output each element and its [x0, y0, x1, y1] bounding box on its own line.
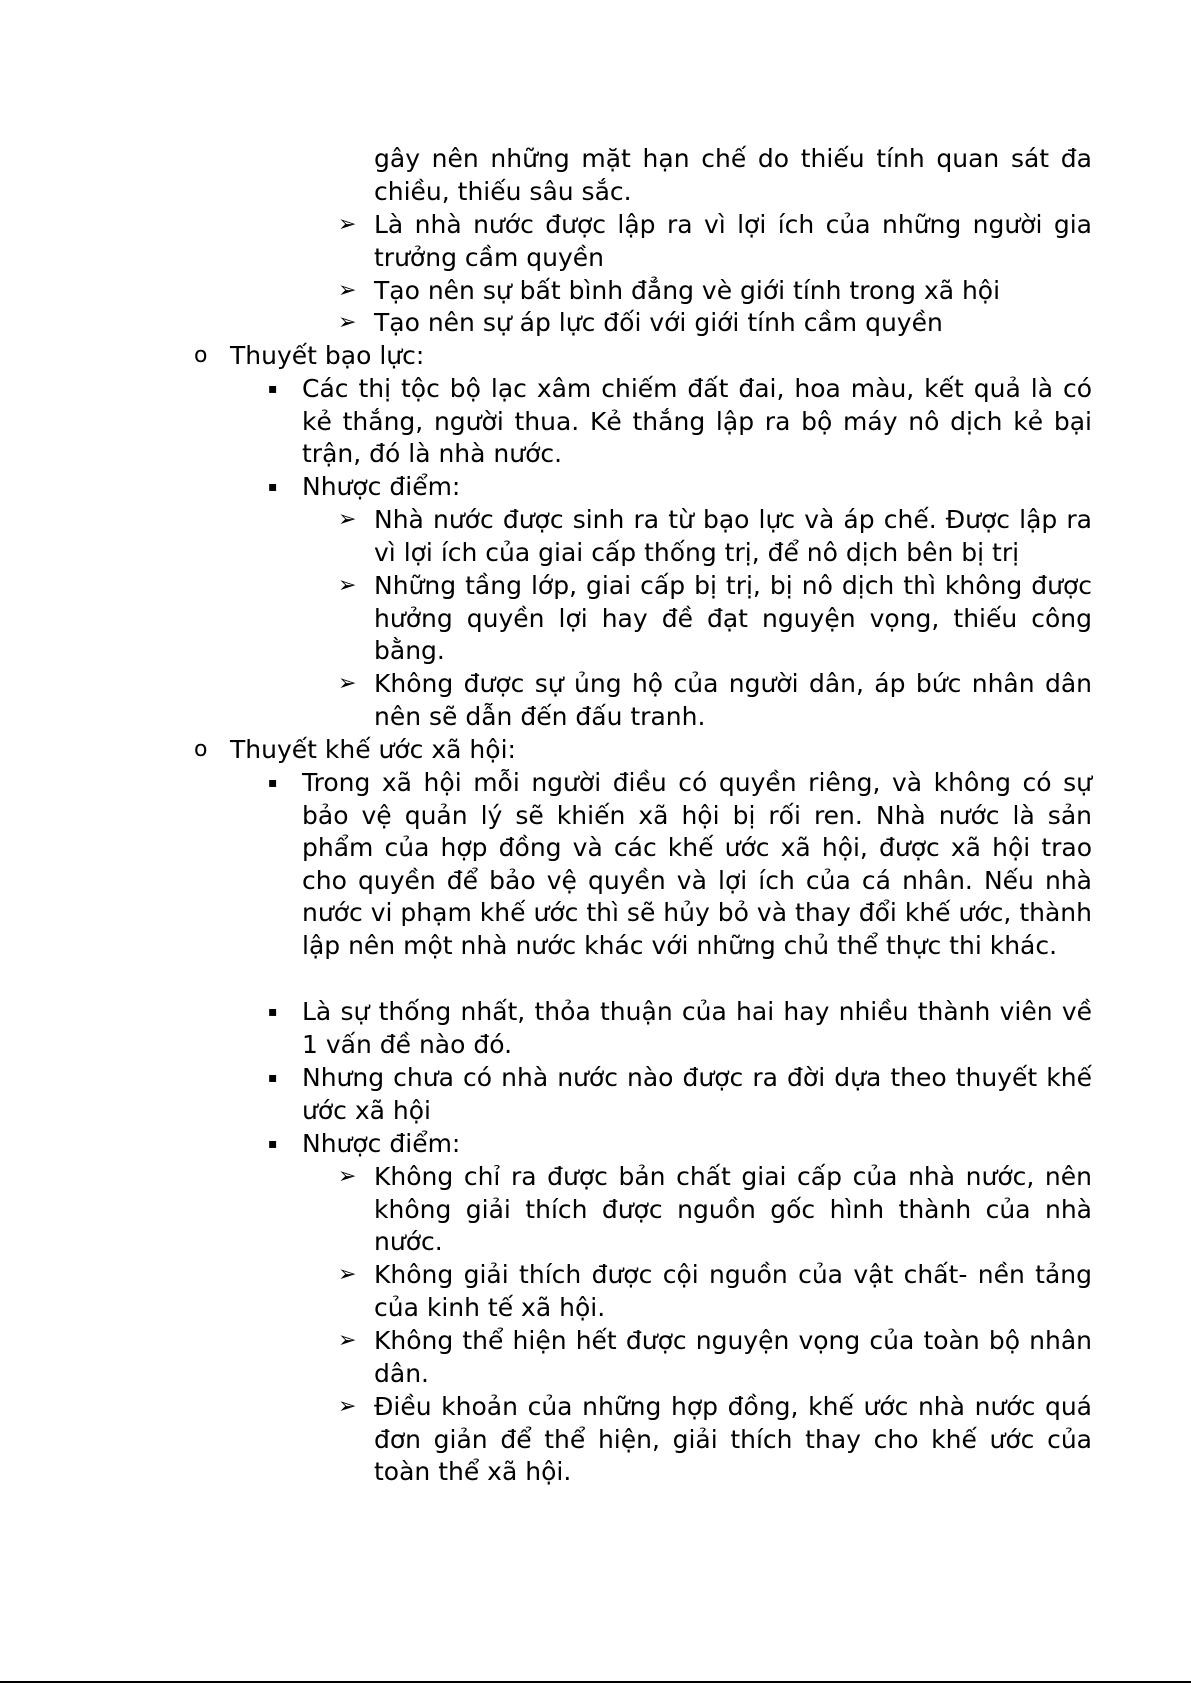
circle-bullet-icon: o	[194, 737, 208, 762]
square-bullet-icon: ▪	[268, 775, 278, 791]
section-heading-text: Thuyết khế ước xã hội:	[230, 735, 516, 764]
arrow-list-item	[338, 1259, 1092, 1324]
arrow-list-item	[338, 1325, 1092, 1390]
continuation-text: gây nên những mặt hạn chế do thiếu tính quan sát đa chiều, thiếu sâu sắc.	[374, 144, 1092, 206]
arrow-bullet-icon: ➢	[338, 1328, 357, 1353]
arrow-list-item	[338, 209, 1092, 274]
section-heading-kheuoc	[194, 734, 1092, 767]
section-heading-baoluc	[194, 340, 1092, 373]
list-item-text: Điều khoản của những hợp đồng, khế ước nhà nước quá đơn giản để thể hiện, giải thích thay cho khế ước của toàn thể xã hội.	[374, 1392, 1092, 1487]
arrow-list-item	[338, 668, 1092, 733]
list-item-text: Không thể hiện hết được nguyện vọng của toàn bộ nhân dân.	[374, 1326, 1092, 1388]
section-heading-text: Thuyết bạo lực:	[230, 341, 425, 370]
arrow-bullet-icon: ➢	[338, 1164, 357, 1189]
square-bullet-icon: ▪	[268, 381, 278, 397]
list-item-text: Tạo nên sự bất bình đẳng vè giới tính trong xã hội	[374, 276, 1001, 305]
arrow-list-item	[338, 275, 1092, 308]
arrow-bullet-icon: ➢	[338, 1394, 357, 1419]
list-item-text: Trong xã hội mỗi người điều có quyền riêng, và không có sự bảo vệ quản lý sẽ khiến xã hội bị rối ren. Nhà nước là sản phẩm của hợp đồng và các khế ước xã hội, được xã hội trao cho quyền để bảo vệ quyền và lợi ích của cá nhân. Nếu nhà nước vi phạm khế ước thì sẽ hủy bỏ và thay đổi khế ước, thành lập nên một nhà nước khác với những chủ thể thực thi khác.	[302, 768, 1092, 960]
list-item-text: Các thị tộc bộ lạc xâm chiếm đất đai, hoa màu, kết quả là có kẻ thắng, người thua. Kẻ thắng lập ra bộ máy nô dịch kẻ bại trận, đó là nhà nước.	[302, 374, 1092, 469]
list-item-text: Nhà nước được sinh ra từ bạo lực và áp chế. Được lập ra vì lợi ích của giai cấp thống trị, để nô dịch bên bị trị	[374, 505, 1092, 567]
list-item-text: Không giải thích được cội nguồn của vật chất- nền tảng của kinh tế xã hội.	[374, 1260, 1092, 1322]
list-item-text: Là nhà nước được lập ra vì lợi ích của những người gia trưởng cầm quyền	[374, 210, 1092, 272]
weakness-label: Nhược điểm:	[302, 1129, 461, 1158]
list-item-text: Không chỉ ra được bản chất giai cấp của nhà nước, nên không giải thích được nguồn gốc hình thành của nhà nước.	[374, 1162, 1092, 1257]
arrow-list-item	[338, 1391, 1092, 1489]
square-bullet-icon: ▪	[268, 1070, 278, 1086]
arrow-list-item	[338, 570, 1092, 668]
square-bullet-icon: ▪	[268, 1136, 278, 1152]
square-list-item	[268, 373, 1092, 471]
square-list-item	[268, 996, 1092, 1061]
circle-bullet-icon: o	[194, 343, 208, 368]
arrow-bullet-icon: ➢	[338, 507, 357, 532]
square-bullet-icon: ▪	[268, 479, 278, 495]
square-bullet-icon: ▪	[268, 1004, 278, 1020]
weakness-label: Nhược điểm:	[302, 472, 461, 501]
list-item-text: Những tầng lớp, giai cấp bị trị, bị nô dịch thì không được hưởng quyền lợi hay đề đạt nguyện vọng, thiếu công bằng.	[374, 571, 1092, 666]
square-list-item	[268, 767, 1092, 963]
arrow-bullet-icon: ➢	[338, 1262, 357, 1287]
list-item-text: Nhưng chưa có nhà nước nào được ra đời dựa theo thuyết khế ước xã hội	[302, 1063, 1092, 1125]
arrow-bullet-icon: ➢	[338, 278, 357, 303]
arrow-bullet-icon: ➢	[338, 212, 357, 237]
list-item-text: Không được sự ủng hộ của người dân, áp bức nhân dân nên sẽ dẫn đến đấu tranh.	[374, 669, 1092, 731]
list-item-text: Tạo nên sự áp lực đối với giới tính cầm quyền	[374, 308, 943, 337]
list-item-text: Là sự thống nhất, thỏa thuận của hai hay nhiều thành viên về 1 vấn đề nào đó.	[302, 997, 1092, 1059]
arrow-list-item	[338, 1161, 1092, 1259]
arrow-list-item	[338, 307, 1092, 340]
page-bottom-rule	[0, 1681, 1191, 1683]
square-list-item	[268, 1128, 1092, 1161]
square-list-item	[268, 471, 1092, 504]
square-list-item	[268, 1062, 1092, 1127]
arrow-bullet-icon: ➢	[338, 310, 357, 335]
arrow-bullet-icon: ➢	[338, 671, 357, 696]
arrow-list-item	[338, 504, 1092, 569]
arrow-bullet-icon: ➢	[338, 573, 357, 598]
